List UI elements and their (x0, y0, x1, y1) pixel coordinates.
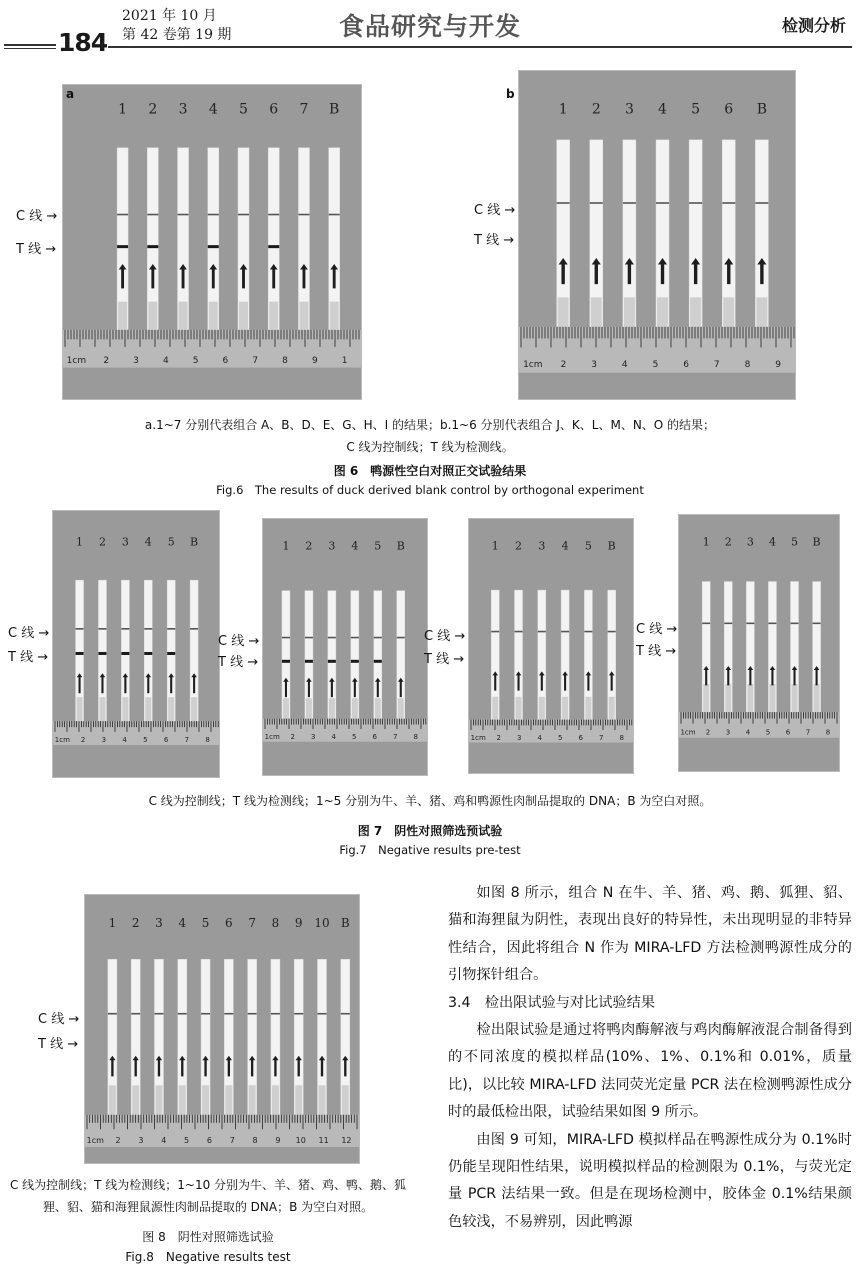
control-line (374, 637, 382, 639)
ruler-mark: 1cm (54, 736, 70, 745)
test-line (208, 245, 219, 248)
test-strip (208, 148, 219, 330)
body-paragraph-2: 检出限试验是通过将鸭肉酶解液与鸡肉酶解液混合制备得到的不同浓度的模拟样品(10%、1%、0.1%和 0.01%，质量比)，以比较 MIRA-LFD 法同荧光定量 PCR 法在检测鸭源性成分时的最低检出限，试验结果如图 9 所示。 (448, 1022, 852, 1121)
lane-label: 9 (294, 916, 303, 931)
p6b-photo (519, 71, 795, 399)
test-line (167, 652, 175, 655)
control-line (144, 628, 152, 630)
ruler-mark: 6 (206, 1136, 212, 1146)
control-line (147, 214, 158, 216)
test-strip (76, 580, 84, 724)
test-strip (238, 148, 249, 330)
fig6-note-line1: a.1~7 分别代表组合 A、B、D、E、G、H、I 的结果；b.1~6 分别代表组合 J、K、L、M、N、O 的结果； (144, 418, 716, 432)
ruler-mark: 1cm (264, 732, 280, 741)
lane-label: 3 (538, 539, 546, 553)
fig7-4-c-line-label: C 线 → (636, 622, 678, 637)
ruler-mark: 3 (310, 732, 316, 741)
lane-label: 8 (271, 916, 280, 931)
lane-label: 4 (561, 539, 569, 553)
lane-label: 2 (148, 101, 158, 118)
fig8-note-line1: C 线为控制线；T 线为检测线；1~10 分别为牛、羊、猪、鸡、鸭、鹅、狐 (9, 1178, 407, 1192)
ruler-mark: 8 (252, 1136, 258, 1146)
fig6a-t-line-label: T 线 → (16, 242, 57, 257)
test-strip (121, 580, 129, 724)
ruler-mark: 1cm (86, 1136, 104, 1146)
test-line (374, 660, 382, 663)
test-strip (144, 580, 152, 724)
test-line (305, 660, 313, 663)
body-paragraph-1: 如图 8 所示，组合 N 在牛、羊、猪、鸡、鹅、狐狸、貂、猫和海狸鼠为阴性，表现出良好的特异性，未出现明显的非特异性结合，因此将组合 N 作为 MIRA-LFD 方法检测鸭源性成分的引物探针组合。 (448, 885, 852, 984)
ruler-mark: 7 (805, 728, 811, 737)
control-line (318, 1013, 327, 1015)
lane-label: B (329, 101, 340, 118)
test-strip (271, 959, 280, 1117)
lane-label: 2 (724, 535, 732, 549)
p7d-photo (679, 515, 839, 771)
lane-label: 2 (591, 101, 601, 118)
lane-label: 7 (299, 101, 309, 118)
ruler-mark: 6 (578, 733, 583, 742)
lane-label: 7 (248, 916, 256, 931)
control-line (328, 637, 336, 639)
ruler-mark: 3 (101, 736, 107, 745)
ruler-mark: 5 (184, 1136, 190, 1146)
test-strip (282, 591, 290, 724)
test-strip (813, 582, 821, 713)
ruler-mark: 1 (341, 356, 348, 367)
fig7-2-c-line-label: C 线 → (218, 634, 260, 649)
test-strip (584, 590, 592, 722)
ruler-mark: 2 (115, 1136, 121, 1146)
ruler-mark: 3 (516, 733, 522, 742)
lane-label: 4 (351, 539, 359, 553)
fig6a-c-line-label: C 线 → (16, 209, 58, 224)
fig7-1-c-line-label: C 线 → (8, 626, 50, 641)
fig6-panel-a (62, 84, 362, 400)
measuring-ruler (53, 721, 219, 745)
lane-label: 2 (98, 535, 106, 549)
fig8-t-line-label: T 线 → (38, 1037, 79, 1052)
test-strip (224, 959, 233, 1117)
lane-label: 1 (108, 916, 117, 931)
ruler-mark: 3 (725, 728, 731, 737)
p6a-photo (63, 85, 361, 399)
ruler-mark: 4 (161, 1136, 167, 1146)
control-line (656, 202, 669, 204)
test-line (147, 245, 158, 248)
measuring-ruler (263, 719, 427, 742)
fig6-panel-b (518, 70, 796, 400)
test-strip (491, 590, 499, 722)
test-strip (656, 140, 669, 334)
test-strip (131, 959, 140, 1117)
test-strip (608, 590, 616, 722)
test-strip (515, 590, 523, 722)
ruler-mark: 8 (282, 356, 288, 367)
fig7-note: C 线为控制线；T 线为检测线；1~5 分别为牛、羊、猪、鸡和鸭源性肉制品提取的 DNA；B 为空白对照。 (148, 794, 712, 808)
test-strip (190, 580, 198, 724)
fig8-panel (84, 894, 360, 1164)
lane-label: 5 (167, 535, 175, 549)
fig7-3-c-line-label: C 线 → (424, 629, 466, 644)
ruler-mark: 8 (825, 728, 831, 737)
p7c-photo (469, 519, 633, 773)
fig8-note-line2: 狸、貂、猫和海狸鼠源性肉制品提取的 DNA；B 为空白对照。 (42, 1200, 374, 1214)
test-line (351, 660, 359, 663)
control-line (154, 1013, 163, 1015)
test-strip (167, 580, 175, 724)
test-line (328, 660, 336, 663)
test-strip (248, 959, 257, 1117)
ruler-mark: 4 (537, 733, 542, 742)
lane-label: 5 (239, 101, 248, 118)
ruler-mark: 5 (652, 360, 659, 371)
lane-label: 3 (178, 101, 188, 118)
control-line (755, 202, 768, 204)
ruler-mark: 8 (619, 733, 624, 742)
lane-label: 6 (225, 916, 233, 931)
body-text-column (448, 880, 852, 1236)
ruler-mark: 11 (318, 1136, 329, 1146)
section-heading-3-4: 3.4 检出限试验与对比试验结果 (448, 994, 656, 1011)
ruler-mark: 8 (744, 360, 751, 371)
test-strip (557, 140, 570, 334)
control-line (178, 1013, 187, 1015)
measuring-ruler (519, 327, 795, 373)
lane-label: 3 (121, 535, 129, 549)
ruler-mark: 1cm (66, 356, 87, 367)
lane-label: 1 (702, 535, 710, 549)
ruler-mark: 8 (413, 732, 418, 741)
test-strip (147, 148, 158, 330)
ruler-mark: 9 (775, 360, 782, 371)
ruler-mark: 2 (496, 733, 501, 742)
test-strip (538, 590, 546, 722)
lane-label: 10 (314, 916, 330, 931)
control-line (590, 202, 603, 204)
fig7-3-t-line-label: T 线 → (424, 652, 465, 667)
control-line (351, 637, 359, 639)
ruler-mark: 6 (222, 356, 229, 367)
ruler-mark: 1cm (523, 360, 543, 371)
control-line (791, 623, 799, 625)
test-strip (623, 140, 636, 334)
header-rule (108, 46, 852, 48)
control-line (341, 1013, 350, 1015)
test-strip (374, 591, 382, 724)
ruler-mark: 5 (143, 736, 148, 745)
test-strip (98, 580, 106, 724)
control-line (190, 628, 198, 630)
test-strip (791, 582, 799, 713)
test-strip (108, 959, 117, 1117)
journal-title: 食品研究与开发 (338, 12, 521, 41)
test-line (144, 652, 152, 655)
fig6-title-zh: 图 6 鸭源性空白对照正交试验结果 (333, 464, 527, 478)
lane-label: 1 (282, 539, 290, 553)
test-line (268, 245, 279, 248)
test-strip (328, 591, 336, 724)
test-line (117, 245, 128, 248)
ruler-mark: 6 (163, 736, 169, 745)
ruler-mark: 4 (745, 728, 751, 737)
test-strip (590, 140, 603, 334)
header-rule-left-thin (4, 48, 56, 49)
ruler-mark: 10 (295, 1136, 306, 1146)
test-strip (178, 959, 187, 1117)
ruler-mark: 6 (683, 360, 690, 371)
lane-label: B (396, 539, 405, 553)
issue-date: 2021 年 10 月 (122, 8, 217, 24)
ruler-mark: 7 (252, 356, 259, 367)
lane-label: 1 (491, 539, 499, 553)
ruler-mark: 1cm (470, 733, 486, 742)
control-line (208, 214, 219, 216)
test-strip (397, 591, 405, 724)
lane-label: 4 (768, 535, 776, 549)
control-line (722, 202, 735, 204)
measuring-ruler (63, 330, 361, 368)
test-strip (724, 582, 732, 713)
fig7-4-t-line-label: T 线 → (636, 644, 677, 659)
control-line (298, 214, 309, 216)
fig6-title-en: Fig.6 The results of duck derived blank control by orthogonal experiment (216, 483, 644, 497)
ruler-mark: 7 (229, 1136, 235, 1146)
fig7-panel-4 (678, 514, 840, 772)
control-line (117, 214, 128, 216)
test-strip (702, 582, 710, 713)
control-line (724, 623, 732, 625)
control-line (397, 637, 405, 639)
test-strip (341, 959, 350, 1117)
test-strip (154, 959, 163, 1117)
body-paragraph-3: 由图 9 可知，MIRA-LFD 模拟样品在鸭源性成分为 0.1%时仍能呈现阳性结果，说明模拟样品的检测限为 0.1%，与荧光定量 PCR 法结果一致。但是在现场检测中，胶体金 0.1%结果颜色较浅，不易辨别，因此鸭源 (448, 1131, 852, 1230)
test-strip (178, 148, 189, 330)
control-line (201, 1013, 210, 1015)
lane-label: 2 (305, 539, 313, 553)
control-line (167, 628, 175, 630)
lane-label: 5 (691, 101, 701, 118)
lane-label: 1 (118, 101, 128, 118)
fig6b-t-line-label: T 线 → (474, 233, 515, 248)
fig8-title-en: Fig.8 Negative results test (125, 1250, 291, 1264)
lane-label: 3 (624, 101, 634, 118)
ruler-mark: 12 (341, 1136, 352, 1146)
test-strip (305, 591, 313, 724)
ruler-mark: 6 (372, 732, 377, 741)
measuring-ruler (85, 1115, 359, 1147)
test-strip (268, 148, 279, 330)
ruler-mark: 7 (392, 732, 398, 741)
control-line (557, 202, 570, 204)
lane-label: B (607, 539, 616, 553)
fig8-c-line-label: C 线 → (38, 1012, 80, 1027)
test-line (121, 652, 129, 655)
control-line (491, 631, 499, 633)
ruler-mark: 2 (103, 356, 110, 367)
control-line (702, 623, 710, 625)
control-line (768, 623, 776, 625)
measuring-ruler (679, 712, 839, 738)
lane-label: 2 (131, 916, 140, 931)
fig7-panel-2 (262, 518, 428, 776)
control-line (238, 214, 249, 216)
test-strip (298, 148, 309, 330)
control-line (515, 631, 523, 633)
test-strip (117, 148, 128, 330)
fig6-panel-b-label: b (506, 87, 515, 101)
test-line (76, 652, 84, 655)
test-strip (329, 148, 340, 330)
fig7-panel-1 (52, 510, 220, 778)
control-line (271, 1013, 280, 1015)
lane-label: 4 (658, 101, 667, 118)
lane-label: 5 (201, 916, 210, 931)
ruler-mark: 2 (290, 732, 295, 741)
ruler-mark: 7 (598, 733, 604, 742)
ruler-mark: 5 (557, 733, 563, 742)
fig7-title-zh: 图 7 阴性对照筛选预试验 (357, 824, 503, 838)
ruler-mark: 9 (275, 1136, 281, 1146)
test-strip (689, 140, 702, 334)
lane-label: B (812, 535, 821, 549)
lane-label: 2 (515, 539, 523, 553)
control-line (813, 623, 821, 625)
test-line (282, 660, 290, 663)
control-line (305, 637, 313, 639)
lane-label: 1 (558, 101, 568, 118)
test-strip (746, 582, 754, 713)
fig7-panel-3 (468, 518, 634, 774)
ruler-mark: 6 (785, 728, 791, 737)
lane-label: 3 (328, 539, 336, 553)
ruler-mark: 3 (133, 356, 139, 367)
fig7-1-t-line-label: T 线 → (8, 650, 49, 665)
ruler-mark: 2 (560, 360, 567, 371)
test-line (98, 652, 106, 655)
control-line (282, 637, 290, 639)
control-line (121, 628, 129, 630)
p7b-photo (263, 519, 427, 775)
ruler-mark: 5 (192, 356, 199, 367)
lane-label: 5 (791, 535, 799, 549)
fig6-panel-a-label: a (66, 87, 75, 101)
control-line (131, 1013, 140, 1015)
test-strip (561, 590, 569, 722)
lane-label: 6 (724, 101, 734, 118)
ruler-mark: 3 (138, 1136, 144, 1146)
lane-label: 6 (269, 101, 279, 118)
p7a-photo (53, 511, 219, 777)
page-number: 184 (58, 28, 108, 57)
ruler-mark: 9 (311, 356, 318, 367)
control-line (329, 214, 340, 216)
lane-label: 4 (208, 101, 218, 118)
ruler-mark: 2 (705, 728, 711, 737)
lane-label: 5 (374, 539, 382, 553)
section-title: 检测分析 (781, 16, 846, 35)
ruler-mark: 2 (80, 736, 86, 745)
ruler-mark: 7 (184, 736, 190, 745)
control-line (689, 202, 702, 204)
ruler-mark: 8 (205, 736, 210, 745)
fig6-note-line2: C 线为控制线；T 线为检测线。 (346, 440, 514, 454)
ruler-mark: 4 (122, 736, 127, 745)
test-strip (722, 140, 735, 334)
lane-label: B (756, 101, 768, 118)
ruler-mark: 4 (331, 732, 336, 741)
control-line (108, 1013, 117, 1015)
lane-label: 3 (155, 916, 163, 931)
test-strip (755, 140, 768, 334)
issue-volume: 第 42 卷第 19 期 (122, 27, 232, 43)
lane-label: B (190, 535, 199, 549)
test-strip (201, 959, 210, 1117)
header-rule-left (4, 44, 56, 46)
lane-label: 4 (144, 535, 152, 549)
control-line (268, 214, 279, 216)
fig7-title-en: Fig.7 Negative results pre-test (339, 843, 521, 857)
fig8-title-zh: 图 8 阴性对照筛选试验 (142, 1230, 274, 1244)
control-line (224, 1013, 233, 1015)
test-strip (294, 959, 303, 1117)
control-line (248, 1013, 257, 1015)
fig7-2-t-line-label: T 线 → (218, 655, 259, 670)
lane-label: 4 (178, 916, 187, 931)
ruler-mark: 4 (621, 360, 628, 371)
p8-photo (85, 895, 359, 1163)
ruler-mark: 5 (765, 728, 771, 737)
ruler-mark: 3 (591, 360, 598, 371)
test-strip (351, 591, 359, 724)
control-line (561, 631, 569, 633)
test-strip (768, 582, 776, 713)
test-strip (318, 959, 327, 1117)
measuring-ruler (469, 720, 633, 743)
control-line (76, 628, 84, 630)
ruler-mark: 4 (162, 356, 169, 367)
control-line (178, 214, 189, 216)
control-line (746, 623, 754, 625)
control-line (608, 631, 616, 633)
fig6b-c-line-label: C 线 → (474, 203, 516, 218)
control-line (294, 1013, 303, 1015)
ruler-mark: 7 (713, 360, 720, 371)
ruler-mark: 1cm (680, 728, 696, 737)
lane-label: 1 (76, 535, 84, 549)
control-line (623, 202, 636, 204)
control-line (98, 628, 106, 630)
control-line (538, 631, 546, 633)
lane-label: 5 (584, 539, 592, 553)
lane-label: B (340, 916, 350, 931)
lane-label: 3 (746, 535, 754, 549)
control-line (584, 631, 592, 633)
ruler-mark: 5 (351, 732, 357, 741)
